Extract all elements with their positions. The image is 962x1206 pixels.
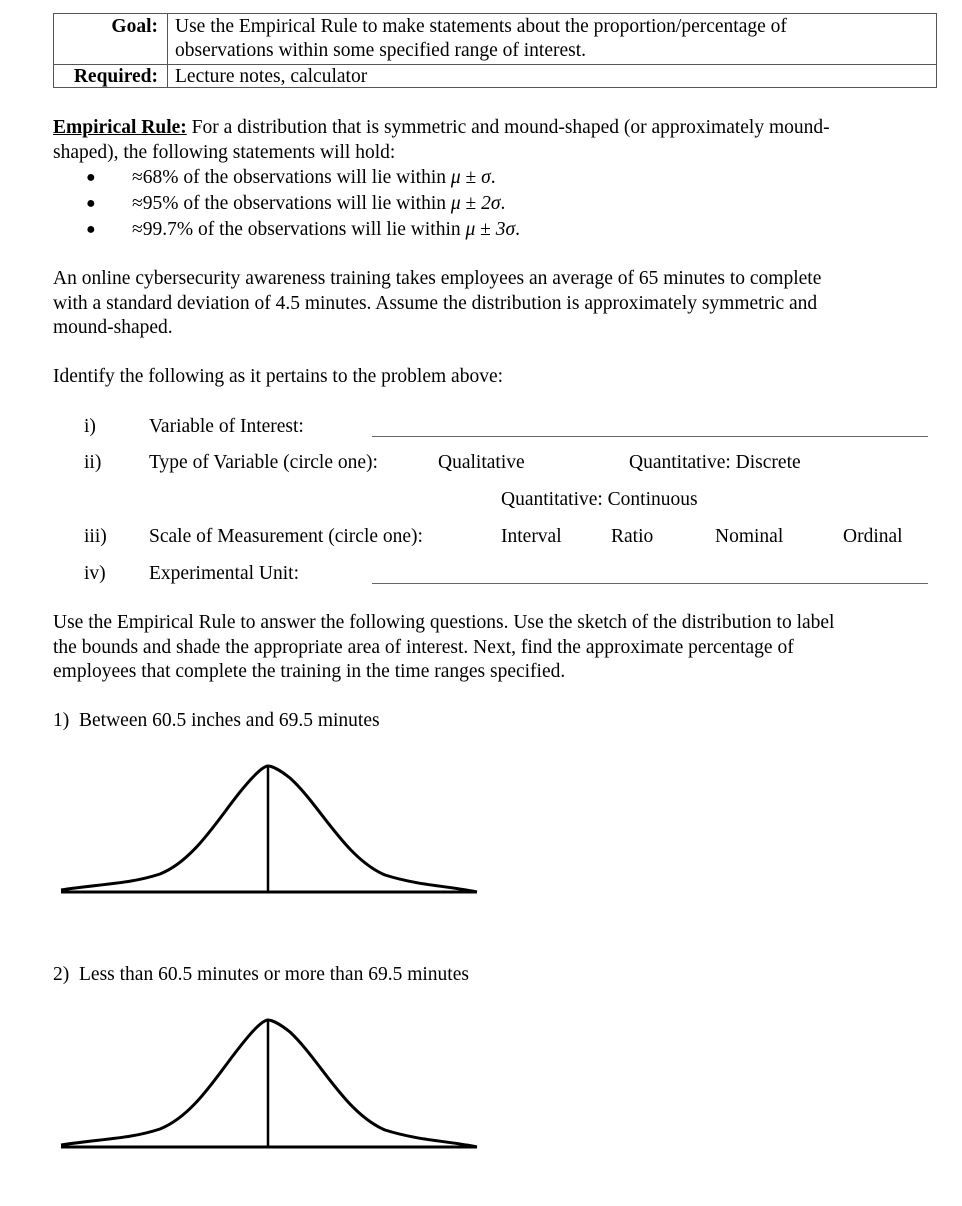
- problem-line1: An online cybersecurity awareness training takes employees an average of 65 minutes to complete: [53, 268, 822, 289]
- list-text: of the observations will lie within: [193, 219, 466, 240]
- required-label: Required:: [73, 66, 158, 87]
- empirical-rule-title: Empirical Rule:: [53, 117, 187, 138]
- type-of-variable-label: Type of Variable (circle one):: [149, 452, 378, 473]
- question-text: Less than 60.5 minutes or more than 69.5 minutes: [79, 964, 469, 985]
- period: .: [500, 193, 506, 214]
- empirical-rule-intro-line2: shaped), the following statements will hold:: [53, 142, 396, 163]
- list-text: of the observations will lie within: [178, 167, 451, 188]
- sigma-term: σ: [481, 167, 491, 188]
- plus-minus-symbol: ±: [460, 193, 482, 214]
- goal-text-line2: observations within some specified range of interest.: [175, 40, 587, 61]
- item-iii-number: iii): [84, 526, 107, 547]
- goal-text-line1: Use the Empirical Rule to make statements about the proportion/percentage of: [175, 16, 787, 37]
- required-value: Lecture notes, calculator: [175, 66, 368, 87]
- identify-prompt: Identify the following as it pertains to the problem above:: [53, 366, 504, 387]
- option-interval[interactable]: Interval: [501, 526, 562, 547]
- option-qualitative[interactable]: Qualitative: [438, 452, 525, 473]
- period: .: [490, 167, 496, 188]
- experimental-unit-label: Experimental Unit:: [149, 563, 300, 584]
- question-number: 2): [53, 964, 70, 985]
- sigma-term: 2σ: [481, 193, 501, 214]
- item-iv-number: iv): [84, 563, 106, 584]
- item-i-number: i): [84, 416, 96, 437]
- intro-text: For a distribution that is symmetric and mound-shaped (or approximately mound-: [186, 117, 830, 138]
- option-ordinal[interactable]: Ordinal: [843, 526, 903, 547]
- problem-line2: with a standard deviation of 4.5 minutes. Assume the distribution is approximately symmetric and: [53, 293, 818, 314]
- scale-of-measurement-label: Scale of Measurement (circle one):: [149, 526, 423, 547]
- bullet-icon: ●: [86, 195, 96, 212]
- mu-symbol: μ: [465, 219, 476, 240]
- instructions-line2: the bounds and shade the appropriate area of interest. Next, find the approximate percentage of: [53, 637, 794, 658]
- variable-of-interest-label: Variable of Interest:: [149, 416, 304, 437]
- question-text: Between 60.5 inches and 69.5 minutes: [79, 710, 380, 731]
- option-quantitative-continuous[interactable]: Quantitative: Continuous: [501, 489, 698, 510]
- percentage: ≈68%: [132, 167, 179, 188]
- mu-symbol: μ: [450, 167, 461, 188]
- percentage: ≈95%: [132, 193, 179, 214]
- bullet-icon: ●: [86, 169, 96, 186]
- goal-label: Goal:: [111, 16, 158, 37]
- instructions-line1: Use the Empirical Rule to answer the following questions. Use the sketch of the distribution to label: [53, 612, 835, 633]
- instructions-line3: employees that complete the training in the time ranges specified.: [53, 661, 566, 682]
- mu-symbol: μ: [450, 193, 461, 214]
- option-ratio[interactable]: Ratio: [611, 526, 654, 547]
- item-ii-number: ii): [84, 452, 102, 473]
- bullet-icon: ●: [86, 221, 96, 238]
- list-text: of the observations will lie within: [178, 193, 451, 214]
- question-number: 1): [53, 710, 70, 731]
- sigma-term: 3σ: [495, 219, 516, 240]
- option-quantitative-discrete[interactable]: Quantitative: Discrete: [629, 452, 801, 473]
- option-nominal[interactable]: Nominal: [715, 526, 784, 547]
- percentage: ≈99.7%: [132, 219, 194, 240]
- period: .: [515, 219, 520, 240]
- plus-minus-symbol: ±: [475, 219, 496, 240]
- problem-line3: mound-shaped.: [53, 317, 173, 338]
- plus-minus-symbol: ±: [460, 167, 482, 188]
